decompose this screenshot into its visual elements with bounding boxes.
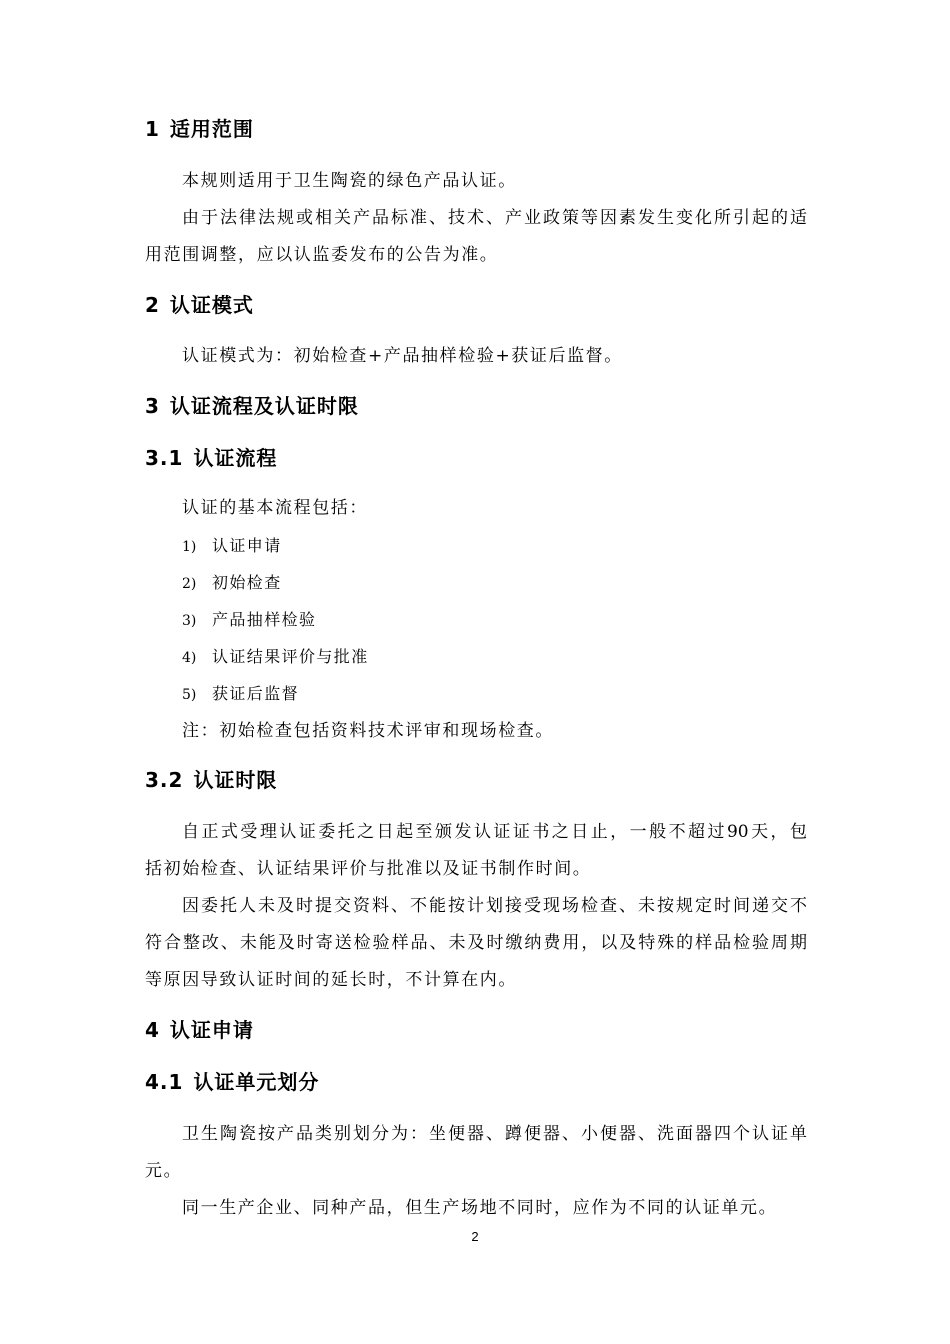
paragraph-line: 卫生陶瓷按产品类别划分为：坐便器、蹲便器、小便器、洗面器四个认证单 <box>182 1124 807 1144</box>
heading-1: 1 适用范围 <box>145 117 254 141</box>
heading-3-1-title: 认证流程 <box>193 446 278 470</box>
paragraph-line: 括初始检查、认证结果评价与批准以及证书制作时间。 <box>145 859 592 879</box>
paragraph-line: 元。 <box>145 1161 183 1181</box>
heading-4-title: 认证申请 <box>169 1018 254 1042</box>
list-item: 2) 初始检查 <box>182 573 282 592</box>
heading-3-1: 3.1 认证流程 <box>145 446 278 470</box>
heading-2: 2 认证模式 <box>145 293 254 317</box>
paragraph-line: 符合整改、未能及时寄送检验样品、未及时缴纳费用，以及特殊的样品检验周期 <box>145 933 807 953</box>
list-item: 5) 获证后监督 <box>182 684 300 703</box>
heading-3-2: 3.2 认证时限 <box>145 768 278 792</box>
heading-3-title: 认证流程及认证时限 <box>169 394 359 418</box>
paragraph: 认证的基本流程包括： <box>182 498 368 518</box>
list-item: 1) 认证申请 <box>182 536 282 555</box>
paragraph-line: 用范围调整，应以认监委发布的公告为准。 <box>145 245 499 265</box>
paragraph: 同一生产企业、同种产品，但生产场地不同时，应作为不同的认证单元。 <box>182 1198 778 1218</box>
heading-3: 3 认证流程及认证时限 <box>145 394 359 418</box>
heading-4-1: 4.1 认证单元划分 <box>145 1070 320 1094</box>
paragraph-line: 因委托人未及时提交资料、不能按计划接受现场检查、未按规定时间递交不 <box>182 896 807 916</box>
page-number: 2 <box>471 1229 479 1244</box>
paragraph-line: 等原因导致认证时间的延长时，不计算在内。 <box>145 970 517 990</box>
paragraph-line: 自正式受理认证委托之日起至颁发认证证书之日止，一般不超过90天，包 <box>182 822 807 842</box>
paragraph: 本规则适用于卫生陶瓷的绿色产品认证。 <box>182 171 517 191</box>
paragraph-line: 由于法律法规或相关产品标准、技术、产业政策等因素发生变化所引起的适 <box>182 208 807 228</box>
list-item: 4) 认证结果评价与批准 <box>182 647 369 666</box>
paragraph: 认证模式为：初始检查+产品抽样检验+获证后监督。 <box>182 346 623 366</box>
heading-4: 4 认证申请 <box>145 1018 254 1042</box>
heading-3-2-title: 认证时限 <box>193 768 278 792</box>
heading-2-title: 认证模式 <box>169 293 254 317</box>
heading-4-1-title: 认证单元划分 <box>193 1070 320 1094</box>
list-item: 3) 产品抽样检验 <box>182 610 317 629</box>
heading-1-title: 适用范围 <box>169 117 254 141</box>
note: 注：初始检查包括资料技术评审和现场检查。 <box>182 721 554 741</box>
